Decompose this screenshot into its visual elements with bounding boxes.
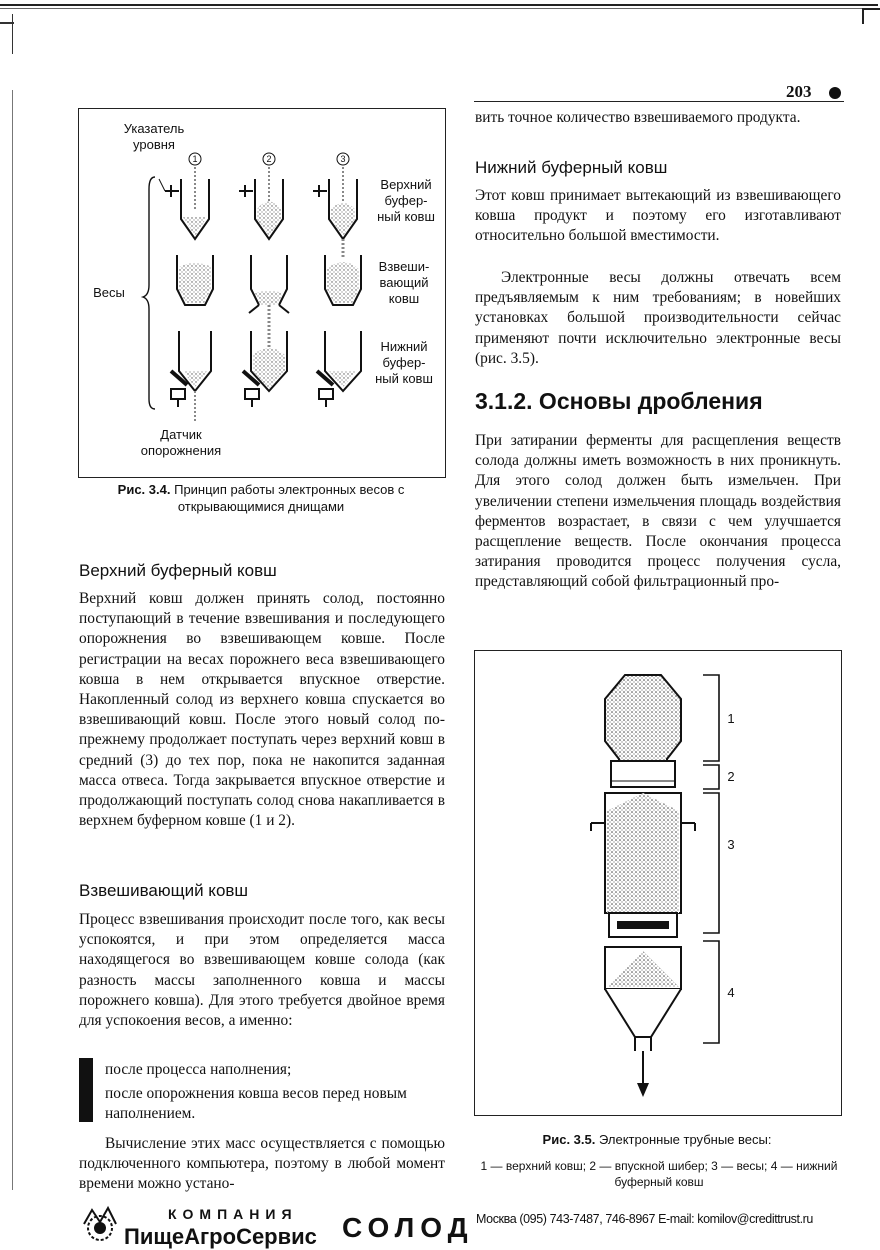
- heading-upper-bucket: Верхний буферный ковш: [79, 561, 277, 580]
- scan-left-corner: [0, 22, 14, 24]
- footer-product: СОЛОД: [342, 1212, 474, 1243]
- bracket-1: [703, 675, 719, 761]
- bracket-4: [703, 941, 719, 1043]
- para-upper-bucket: Верхний ковш должен принять солод, постоянно поступающий в течение взвешивания и последующего опорожнения во взвешивающем ковше. После регистрации на весах порожнего веса взвешивающего ковша в нем открывается впускное отверстие. Накопленный солод из верхнего ковша спускается во взвешивающий ковш. После этого новый солод по-прежнему продолжает поступать через верхний ковш в средний (3) до тех пор, пока не накопится заданная масса отвеса. Тогда закрывается впускное отверстие и продолжающий поступать солод снова накапливается в верхнем буферном ковше (1 и 2).: [79, 590, 445, 830]
- figure-3-4-caption: [90, 481, 432, 515]
- figure-3-5-caption-num: Рис. 3.5.: [542, 1132, 596, 1147]
- step-1-label: 1: [192, 154, 198, 164]
- heading-lower-bucket: Нижний буферный ковш: [475, 158, 668, 177]
- label-scales: Весы: [93, 285, 125, 300]
- scan-right-corner: [862, 8, 880, 24]
- footer-brand: ПищеАгроСервис: [124, 1224, 317, 1249]
- bullet-item-2: после опорожнения ковша весов перед новым наполнением.: [105, 1085, 407, 1122]
- scan-top-line-2: [0, 8, 878, 9]
- tube-number-4: 4: [727, 985, 735, 1000]
- bullet-item-1: после процесса наполнения;: [105, 1061, 292, 1078]
- scan-left-line-2: [12, 90, 13, 1190]
- page-number-bullet-icon: [829, 87, 841, 99]
- para-calc: Вычисление этих масс осуществляется с помощью подключенного компьютера, поэтому в любой момент времени можно устано-: [79, 1135, 445, 1193]
- scan-left-line: [12, 14, 13, 54]
- col1-weigh-fill: [179, 263, 211, 303]
- tube-number-3: 3: [727, 837, 735, 852]
- footer-company-word: КОМПАНИЯ: [168, 1206, 298, 1222]
- tube-upper-bucket: [605, 675, 681, 773]
- scan-top-line: [0, 4, 878, 6]
- label-empty-sensor: Датчик опорожнения: [140, 427, 222, 458]
- label-upper-bucket: Верхний буфер-ный ковш: [377, 177, 435, 224]
- label-lower-bucket: Нижний буфер-ный ковш: [375, 339, 433, 386]
- page-number: 203: [786, 82, 812, 101]
- scales-brace: [143, 177, 155, 409]
- tube-number-1: 1: [727, 711, 735, 726]
- figure-3-4-caption-num: Рис. 3.4.: [117, 482, 171, 497]
- footer-logo-icon: [80, 1204, 120, 1236]
- figure-3-5: [474, 650, 842, 1116]
- para-continuation: вить точное количество взвешиваемого продукта.: [475, 109, 801, 126]
- bracket-3: [703, 793, 719, 933]
- figure-3-4-caption-text: Принцип работы электронных весов с открывающимися днищами: [174, 482, 405, 514]
- label-weighing-bucket: Взвеши-вающий ковш: [378, 259, 430, 306]
- para-weighing-bucket: Процесс взвешивания происходит после того, как весы успокоятся, и при этом определяется масса находящегося во взвешивающем ковше солода (как разность массы заполненного ковша и массы порожнего ковша). Для этого требуется двойное время для успокоения весов, а именно:: [79, 911, 445, 1030]
- tube-number-2: 2: [727, 769, 735, 784]
- para-crushing: При затирании ферменты для расщепления веществ солода должны иметь возможность в них проникнуть. Для этого солод должен быть измельчен. При увеличении степени измельчения площадь воздействия ферментов возрастает, в связи с чем улучшается расщепление веществ. После окончания процесса затирания проводится процесс получения сусла, представляющий собой фильтрационный про-: [475, 432, 841, 591]
- footer-contacts: Москва (095) 743-7487, 746-8967 E-mail: komilov@credittrust.ru: [476, 1212, 813, 1226]
- section-title: 3.1.2. Основы дробления: [475, 388, 763, 414]
- heading-weighing-bucket: Взвешивающий ковш: [79, 881, 249, 900]
- step-2-label: 2: [266, 154, 272, 164]
- step-3-label: 3: [340, 154, 346, 164]
- bracket-2: [703, 765, 719, 789]
- para-electronic-scales: Электронные весы должны отвечать всем предъявляемым к ним требованиям; в новейших установках большой производительности сейчас применяют почти исключительно электронные весы (рис. 3.5).: [475, 269, 841, 367]
- bullet-bar: [79, 1058, 93, 1122]
- para-lower-bucket: Этот ковш принимает вытекающий из взвешивающего ковша продукт и поэтому его изготавливают относительно большой вместимости.: [475, 187, 841, 245]
- figure-3-4: [78, 108, 446, 478]
- figure-3-5-caption-text: Электронные трубные весы:: [598, 1132, 772, 1147]
- figure-3-5-legend: 1 — верхний ковш; 2 — впускной шибер; 3 — весы; 4 — нижний буферный ковш: [480, 1159, 838, 1189]
- arrow-down-icon: [637, 1083, 649, 1097]
- label-level-indicator: Указатель уровня: [123, 121, 185, 152]
- tube-gate: [611, 761, 675, 787]
- col2-upper-fill: [257, 202, 281, 237]
- figure-3-5-drawing: [475, 651, 841, 1115]
- bullet-list: [105, 1060, 425, 1124]
- figure-3-5-caption: [474, 1131, 840, 1148]
